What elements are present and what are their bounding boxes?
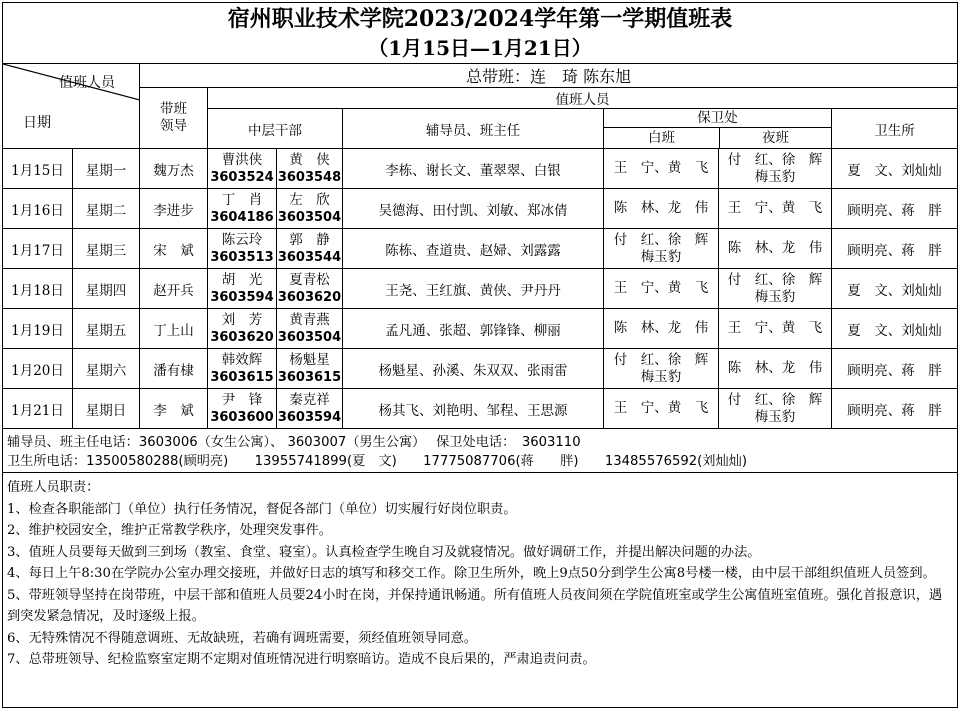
night-shift-cell: 付 红、徐 辉 梅玉豹 <box>719 269 832 309</box>
counselors-cell: 杨魁星、孙溪、朱双双、张雨雷 <box>343 349 604 389</box>
date-cell: 1月17日 <box>3 229 73 269</box>
clinic-cell: 顾明亮、蒋 胖 <box>832 189 958 229</box>
cadre-name: 韩效辉 <box>221 351 263 368</box>
duty-item: 5、带班领导坚持在岗带班，中层干部和值班人员要24小时在岗，并保持通讯畅通。所有值班人员夜间须在学院值班室或学生公寓值班室值班。强化首报意识，遇到突发紧急情况，及时逐级上报。 <box>7 587 943 624</box>
cadre-cell <box>277 149 343 189</box>
date-cell: 1月16日 <box>3 189 73 229</box>
duty-item: 4、每日上午8:30在学院办公室办理交接班，并做好日志的填写和移交工作。除卫生所外，晚上9点50分到学生公寓8号楼一楼，由中层干部组织值班人员签到。 <box>7 566 936 581</box>
phone-line-1: 辅导员、班主任电话：3603006（女生公寓）、 3603007（男生公寓） 保卫处电话： 3603110 <box>7 435 581 450</box>
cadre-name: 曹洪侠 <box>221 151 263 168</box>
duties-heading: 值班人员职责： <box>7 480 100 495</box>
leader-cell: 潘有棣 <box>140 349 208 389</box>
day-shift-cell: 王 宁、黄 飞 <box>604 389 719 429</box>
cadre-phone: 3603504 <box>277 209 342 225</box>
duty-staff-header: 值班人员 <box>208 88 958 109</box>
cadre-phone: 3603544 <box>277 249 342 265</box>
cadre-name: 杨魁星 <box>289 351 330 368</box>
day-shift-cell: 陈 林、龙 伟 <box>604 309 719 349</box>
day-shift-cell: 付 红、徐 辉 梅玉豹 <box>604 229 719 269</box>
day-shift-cell: 付 红、徐 辉 梅玉豹 <box>604 349 719 389</box>
roster-row <box>3 269 958 309</box>
counselors-cell: 吴德海、田付凯、刘敏、郑冰倩 <box>343 189 604 229</box>
weekday-cell: 星期一 <box>73 149 140 189</box>
cadre-cell <box>208 269 277 309</box>
cadre-phone: 3603600 <box>210 409 274 425</box>
weekday-cell: 星期二 <box>73 189 140 229</box>
date-cell: 1月15日 <box>3 149 73 189</box>
cadre-phone: 3603504 <box>277 329 342 345</box>
counselors-cell: 陈栋、查道贵、赵婦、刘露露 <box>343 229 604 269</box>
date-cell: 1月20日 <box>3 349 73 389</box>
cadre-name: 左 欣 <box>289 191 330 208</box>
cadre-name: 陈云玲 <box>221 231 263 248</box>
duty-item: 2、维护校园安全，维护正常教学秩序，处理突发事件。 <box>7 523 332 538</box>
leader-cell: 宋 斌 <box>140 229 208 269</box>
clinic-cell: 夏 文、刘灿灿 <box>832 309 958 349</box>
duty-roster-sheet <box>2 2 958 708</box>
cadre-cell <box>208 349 277 389</box>
general-lead: 总带班：连 琦 陈东旭 <box>140 64 958 88</box>
night-shift-cell: 陈 林、龙 伟 <box>719 229 832 269</box>
duty-item: 6、无特殊情况不得随意调班、无故缺班，若确有调班需要，须经值班领导同意。 <box>7 630 477 646</box>
cadre-name: 胡 光 <box>221 271 263 288</box>
leader-cell: 丁上山 <box>140 309 208 349</box>
day-shift-header: 白班 <box>604 128 720 148</box>
counselors-cell: 王尧、王红旗、黄侠、尹丹丹 <box>343 269 604 309</box>
clinic-header: 卫生所 <box>832 109 958 149</box>
cadre-cell <box>208 389 277 429</box>
duty-responsibilities <box>3 473 957 671</box>
phone-contacts <box>3 429 957 473</box>
weekday-cell: 星期三 <box>73 229 140 269</box>
duty-item: 1、检查各职能部门（单位）执行任务情况，督促各部门（单位）切实履行好岗位职责。 <box>7 501 517 517</box>
cadre-phone: 3603620 <box>277 289 342 305</box>
cadre-name: 黄 侠 <box>289 151 330 168</box>
counselors-header: 辅导员、班主任 <box>343 109 604 149</box>
cadre-cell <box>277 269 343 309</box>
cadre-phone: 3603594 <box>210 289 274 305</box>
duty-item: 7、总带班领导、纪检监察室定期不定期对值班情况进行明察暗访。造成不良后果的，严肃追责问责。 <box>7 652 596 667</box>
cadre-cell <box>277 389 343 429</box>
date-cell: 1月18日 <box>3 269 73 309</box>
day-shift-cell: 陈 林、龙 伟 <box>604 189 719 229</box>
cadre-name: 郭 静 <box>289 231 330 248</box>
day-shift-cell: 王 宁、黄 飞 <box>604 149 719 189</box>
cadre-name: 黄青燕 <box>289 311 330 328</box>
night-shift-cell: 王 宁、黄 飞 <box>719 309 832 349</box>
date-cell: 1月19日 <box>3 309 73 349</box>
cadre-phone: 3603524 <box>210 169 274 185</box>
roster-row <box>3 349 958 389</box>
cadre-cell <box>208 149 277 189</box>
cadre-phone: 3603620 <box>210 329 274 345</box>
clinic-cell: 夏 文、刘灿灿 <box>832 269 958 309</box>
roster-table <box>2 63 958 429</box>
roster-row <box>3 309 958 349</box>
cadre-cell <box>208 229 277 269</box>
night-shift-cell: 陈 林、龙 伟 <box>719 349 832 389</box>
weekday-cell: 星期四 <box>73 269 140 309</box>
cadre-name: 刘 芳 <box>221 311 263 328</box>
corner-date-label: 日期 <box>23 115 51 131</box>
counselors-cell: 杨其飞、刘艳明、邹程、王思源 <box>343 389 604 429</box>
cadre-cell <box>208 309 277 349</box>
leader-cell: 李 斌 <box>140 389 208 429</box>
corner-duty-staff-label: 值班人员 <box>59 75 115 91</box>
weekday-cell: 星期日 <box>73 389 140 429</box>
cadre-name: 丁 肖 <box>221 191 263 208</box>
cadre-cell <box>277 349 343 389</box>
cadre-name: 夏青松 <box>289 271 330 288</box>
page-subtitle: （1月15日—1月21日） <box>368 36 592 60</box>
duty-item: 3、值班人员要每天做到三到场（教室、食堂、寝室）。认真检查学生晚自习及就寝情况。做好调研工作，并提出解决问题的办法。 <box>7 544 761 560</box>
phone-line-2: 卫生所电话：13500580288(顾明亮) 13955741899(夏 文) 17775087706(蒋 胖) 13485576592(刘灿灿) <box>7 454 748 469</box>
leader-cell: 李进步 <box>140 189 208 229</box>
cadre-phone: 3603615 <box>210 369 274 385</box>
counselors-cell: 李栋、谢长文、董翠翠、白银 <box>343 149 604 189</box>
cadre-cell <box>208 189 277 229</box>
night-shift-cell: 王 宁、黄 飞 <box>719 189 832 229</box>
security-label: 保卫处 <box>604 109 831 128</box>
clinic-cell: 顾明亮、蒋 胖 <box>832 349 958 389</box>
leader-cell: 赵开兵 <box>140 269 208 309</box>
roster-row <box>3 389 958 429</box>
night-shift-cell: 付 红、徐 辉 梅玉豹 <box>719 149 832 189</box>
security-header <box>604 109 832 149</box>
page-title: 宿州职业技术学院2023/2024学年第一学期值班表 <box>227 6 733 32</box>
counselors-cell: 孟凡通、张超、郭锋锋、柳丽 <box>343 309 604 349</box>
cadre-phone: 3603548 <box>277 169 342 185</box>
night-shift-cell: 付 红、徐 辉 梅玉豹 <box>719 389 832 429</box>
leader-header: 带班领导 <box>140 88 208 149</box>
clinic-cell: 夏 文、刘灿灿 <box>832 149 958 189</box>
cadre-cell <box>277 229 343 269</box>
weekday-cell: 星期六 <box>73 349 140 389</box>
night-shift-header: 夜班 <box>762 130 789 146</box>
clinic-cell: 顾明亮、蒋 胖 <box>832 229 958 269</box>
cadre-name: 尹 锋 <box>221 391 263 408</box>
day-shift-cell: 王 宁、黄 飞 <box>604 269 719 309</box>
date-cell: 1月21日 <box>3 389 73 429</box>
weekday-cell: 星期五 <box>73 309 140 349</box>
leader-cell: 魏万杰 <box>140 149 208 189</box>
cadre-name: 秦克祥 <box>289 391 330 408</box>
cadre-phone: 3603513 <box>210 249 274 265</box>
roster-row <box>3 189 958 229</box>
cadre-phone: 3603594 <box>277 409 342 425</box>
middle-cadres-header: 中层干部 <box>208 109 343 149</box>
cadre-cell <box>277 309 343 349</box>
cadre-phone: 3603615 <box>277 369 342 385</box>
clinic-cell: 顾明亮、蒋 胖 <box>832 389 958 429</box>
cadre-phone: 3604186 <box>210 209 274 225</box>
cadre-cell <box>277 189 343 229</box>
roster-row <box>3 229 958 269</box>
corner-header <box>3 64 140 149</box>
roster-row <box>3 149 958 189</box>
